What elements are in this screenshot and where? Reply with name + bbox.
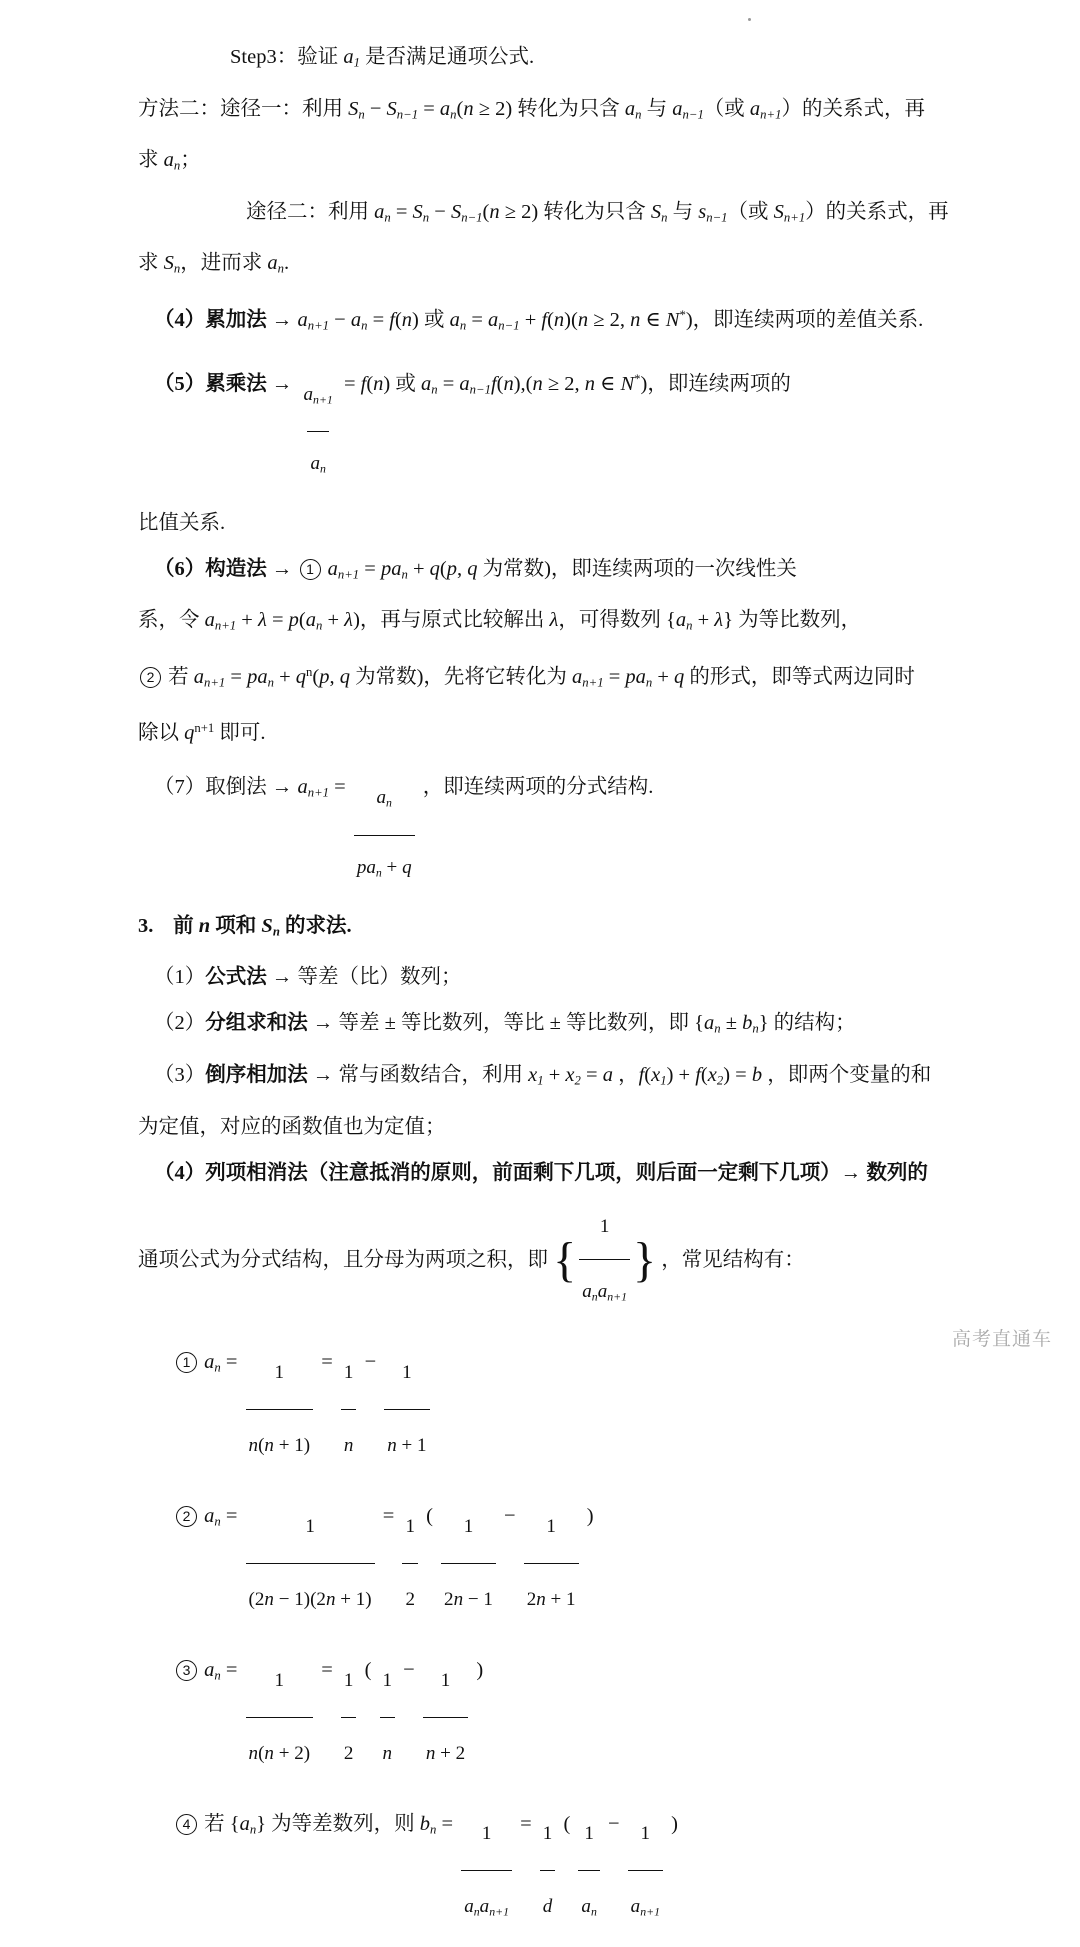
paragraph-s3-4 xyxy=(138,1150,974,1196)
paragraph-item4 xyxy=(138,292,974,349)
s3-4-cont-text: 通项公式为分式结构，且分母为两项之积，即 xyxy=(138,1248,548,1271)
s3-3-text: （3）倒序相加法 → 常与函数结合，利用 $x_1 + x_2 = a$ ，$f(x_1) + f(x_2) = b$ ，即两个变量的和 xyxy=(154,1063,932,1088)
paragraph-item6-line4 xyxy=(138,705,974,756)
circled-number-2: 2 xyxy=(176,1506,197,1527)
paragraph-item6-line3 xyxy=(138,649,974,706)
fraction-denominator: n xyxy=(341,1409,357,1481)
document-body xyxy=(138,34,974,1947)
fraction-denominator: 2n − 1 xyxy=(441,1563,496,1635)
page-dot-mark xyxy=(748,18,751,21)
fraction-1-over-2n-minus-1 xyxy=(441,1492,496,1635)
s3-4-text: （4）列项相消法（注意抵消的原则，前面剩下几项，则后面一定剩下几项）→ 数列的 xyxy=(154,1161,928,1184)
paragraph-s3-3-cont xyxy=(138,1104,974,1150)
fraction-denominator: 2n + 1 xyxy=(524,1563,579,1635)
section-heading-3 xyxy=(138,903,974,955)
paragraph-item6 xyxy=(138,546,974,598)
fraction-numerator: 1 xyxy=(584,1823,594,1845)
method2-path1-text: 方法二：途径一：利用 $S_n - S_{n-1} = a_n(n \ge 2)$ 转化为只含 $a_n$ 与 $a_{n-1}$（或 $a_{n+1}$）的关系式，再 xyxy=(138,97,925,122)
brace-set-1-over-an-an1 xyxy=(553,1196,656,1327)
item7-tail: ，即连续两项的分式结构. xyxy=(422,776,654,799)
fraction-numerator: 1 xyxy=(640,1823,651,1845)
circled-number-4: 4 xyxy=(176,1814,197,1835)
fraction-numerator: 1 xyxy=(402,1361,412,1383)
paragraph-method2-path1 xyxy=(138,86,974,138)
item7-label: （7）取倒法 xyxy=(154,776,267,799)
paragraph-item5 xyxy=(138,348,974,499)
fraction-denominator: n(n + 1) xyxy=(246,1409,314,1481)
fraction-denominator: 2 xyxy=(402,1563,418,1635)
fraction-numerator: 1 xyxy=(382,1669,393,1691)
fraction-denominator: 2 xyxy=(341,1717,357,1789)
circled-number-1: 1 xyxy=(176,1352,197,1373)
item6-line4-text: 除以 $q^{n+1}$ 即可. xyxy=(138,721,266,745)
fraction-denominator: $a_{n+1}$ xyxy=(628,1870,663,1946)
fraction-a-n1-over-a-n xyxy=(301,364,336,500)
item4-body: → $a_{n+1} - a_n = f(n)$ 或 $a_n = a_{n-1} + f(n)(n \ge 2$, n ∈ N*)，即连续两项的差值关系. xyxy=(271,307,924,333)
fraction-1-over-an-an1 xyxy=(579,1196,630,1327)
method2-path2-text: 途径二：利用 $a_n = S_n - S_{n-1}(n \ge 2)$ 转化为只含 $S_n$ 与 $s_{n-1}$（或 $S_{n+1}$）的关系式，再 xyxy=(246,200,949,225)
fraction-numerator: 1 xyxy=(542,1823,553,1845)
item5-body: = f(n) 或 $a_n = a_{n-1}f(n),(n \ge 2$, n ∈ N*)，即连续两项的 xyxy=(343,372,791,397)
item5-arrow: → xyxy=(271,373,298,396)
paragraph-s3-2 xyxy=(138,1000,974,1052)
fraction-numerator: 1 xyxy=(481,1823,492,1845)
fraction-1-over-n xyxy=(380,1646,396,1789)
fraction-denominator: d xyxy=(540,1870,556,1942)
fraction-numerator: 1 xyxy=(463,1515,474,1537)
fraction-numerator: 1 xyxy=(546,1515,556,1537)
fraction-1-over-n2 xyxy=(423,1646,468,1789)
fraction-numerator: 1 xyxy=(343,1669,354,1691)
item6-label: （6）构造法 xyxy=(154,557,267,580)
fraction-numerator: 1 xyxy=(599,1215,610,1237)
left-brace: { xyxy=(553,1233,577,1287)
s3-2-text: （2）分组求和法 → 等差 ± 等比数列，等比 ± 等比数列，即 $\{a_n \pm b_n\}$ 的结构； xyxy=(154,1012,856,1036)
s3-4-tail: ，常见结构有： xyxy=(661,1248,805,1271)
fraction-denominator: $a_n$ xyxy=(307,431,328,499)
fraction-1-over-n-n1 xyxy=(246,1338,314,1481)
paragraph-step3 xyxy=(138,34,974,86)
fraction-1-over-2n1-2n1 xyxy=(246,1492,375,1635)
paragraph-s3-3 xyxy=(138,1052,974,1104)
fraction-numerator: $a_n$ xyxy=(376,787,392,810)
fraction-denominator: $a_na_{n+1}$ xyxy=(461,1870,512,1946)
paragraph-s3-4-cont xyxy=(138,1196,974,1327)
fraction-1-over-n-n2 xyxy=(246,1646,314,1789)
paragraph-method2-path1-cont xyxy=(138,137,974,189)
formula-4: 4 若 $\{a_n\}$ 为等差数列，则 $b_n$ = $\frac{1}{a_na_{n+1}}$ = $\frac{1}{d}$ ( $\frac{1}{a_n}$ − $\frac{1}{a_{n+1}}$ ) xyxy=(174,1813,678,1835)
item6-line3-text: 若 $a_{n+1} = pa_n + q^n(p$, q 为常数)，先将它转化为 $a_{n+1} = pa_n + q$ 的形式，即等式两边同时 xyxy=(168,664,915,690)
fraction-denominator: $a_n$ xyxy=(578,1870,599,1946)
item7-arrow: → xyxy=(271,776,298,799)
section-number: 3. xyxy=(138,914,154,937)
item4-label: （4）累加法 xyxy=(154,308,267,331)
fraction-denominator: n xyxy=(380,1717,396,1789)
fraction-denominator: (2n − 1)(2n + 1) xyxy=(246,1563,375,1635)
formula-3: 3 $a_n$ = $\frac{1}{n(n + 2)}$ = $\frac{1}{2}$ ( $\frac{1}{n}$ − $\frac{1}{n + 2}$ ) xyxy=(174,1659,483,1681)
fraction-numerator: 1 xyxy=(274,1669,285,1691)
item6-line2-text: 系，令 $a_{n+1} + \lambda = p(a_n + \lambda)$，再与原式比较解出 λ，可得数列 $\{a_n + \lambda\}$ 为等比数列， xyxy=(138,609,862,633)
fraction-denominator: n + 1 xyxy=(384,1409,429,1481)
fraction-1-over-2n-plus-1 xyxy=(524,1492,579,1635)
paragraph-item7 xyxy=(138,756,974,903)
circled-number-2: 2 xyxy=(140,667,161,688)
section-title: 前 n 项和 $S_n$ 的求法. xyxy=(173,914,352,939)
formula-row-3 xyxy=(138,1635,974,1789)
fraction-denominator: n + 2 xyxy=(423,1717,468,1789)
item6-arrow: → xyxy=(271,557,298,580)
fraction-numerator: 1 xyxy=(343,1361,354,1383)
fraction-1-over-n1 xyxy=(384,1338,429,1481)
fraction-denominator: n(n + 2) xyxy=(246,1717,314,1789)
fraction-1-over-n xyxy=(341,1338,357,1481)
fraction-numerator: $a_{n+1}$ xyxy=(303,384,333,407)
fraction-denominator: $pa_n + q$ xyxy=(354,835,415,903)
paragraph-item6-line2 xyxy=(138,597,974,649)
fraction-1-over-2 xyxy=(341,1646,357,1789)
item5-cont-text: 比值关系. xyxy=(138,511,226,534)
fraction-denominator: $a_na_{n+1}$ xyxy=(579,1259,630,1327)
formula-row-1 xyxy=(138,1327,974,1481)
fraction-numerator: 1 xyxy=(274,1361,285,1383)
fraction-numerator: 1 xyxy=(305,1515,315,1537)
formula-2: 2 $a_n$ = $\frac{1}{(2n - 1)(2n + 1)}$ = $\frac{1}{2}$ ( $\frac{1}{2n - 1}$ − $\frac{1}{2n + 1}$ ) xyxy=(174,1505,594,1527)
paragraph-method2-path2-cont xyxy=(138,240,974,292)
formula-row-2 xyxy=(138,1481,974,1635)
paragraph-s3-1 xyxy=(138,954,974,1000)
method2-path1-cont-text: 求 $a_n$； xyxy=(138,149,201,173)
fraction-numerator: 1 xyxy=(440,1669,451,1691)
fraction-1-over-an-an1 xyxy=(461,1799,512,1946)
item5-label: （5）累乘法 xyxy=(154,373,267,396)
paragraph-method2-path2 xyxy=(138,189,974,241)
item7-eq-left: $a_{n+1}$ = xyxy=(297,776,351,800)
method2-path2-cont-text: 求 $S_n$，进而求 $a_n$. xyxy=(138,252,290,276)
formula-row-4 xyxy=(138,1789,974,1947)
fraction-1-over-d xyxy=(540,1799,556,1942)
s3-1-text: （1）公式法 → 等差（比）数列； xyxy=(154,966,462,989)
fraction-a-n-over-pa-n-q xyxy=(354,767,415,903)
circled-number-1: 1 xyxy=(300,559,321,580)
item6-body1: $a_{n+1} = pa_n + q(p$, q 为常数)，即连续两项的一次线性关 xyxy=(327,557,797,582)
circled-number-3: 3 xyxy=(176,1660,197,1681)
fraction-1-over-an xyxy=(578,1799,599,1946)
step3-text: Step3：验证 $a_1$ 是否满足通项公式. xyxy=(230,46,535,70)
watermark-label: 高考直通车 xyxy=(951,1329,1052,1350)
right-brace: } xyxy=(633,1233,657,1287)
fraction-numerator: 1 xyxy=(405,1515,415,1537)
fraction-1-over-an1 xyxy=(628,1799,663,1946)
formula-1: 1 $a_n$ = $\frac{1}{n(n + 1)}$ = $\frac{1}{n}$ − $\frac{1}{n + 1}$ xyxy=(174,1351,433,1373)
s3-3-cont-text: 为定值，对应的函数值也为定值； xyxy=(138,1115,446,1138)
fraction-1-over-2 xyxy=(402,1492,418,1635)
paragraph-item5-cont xyxy=(138,500,974,546)
